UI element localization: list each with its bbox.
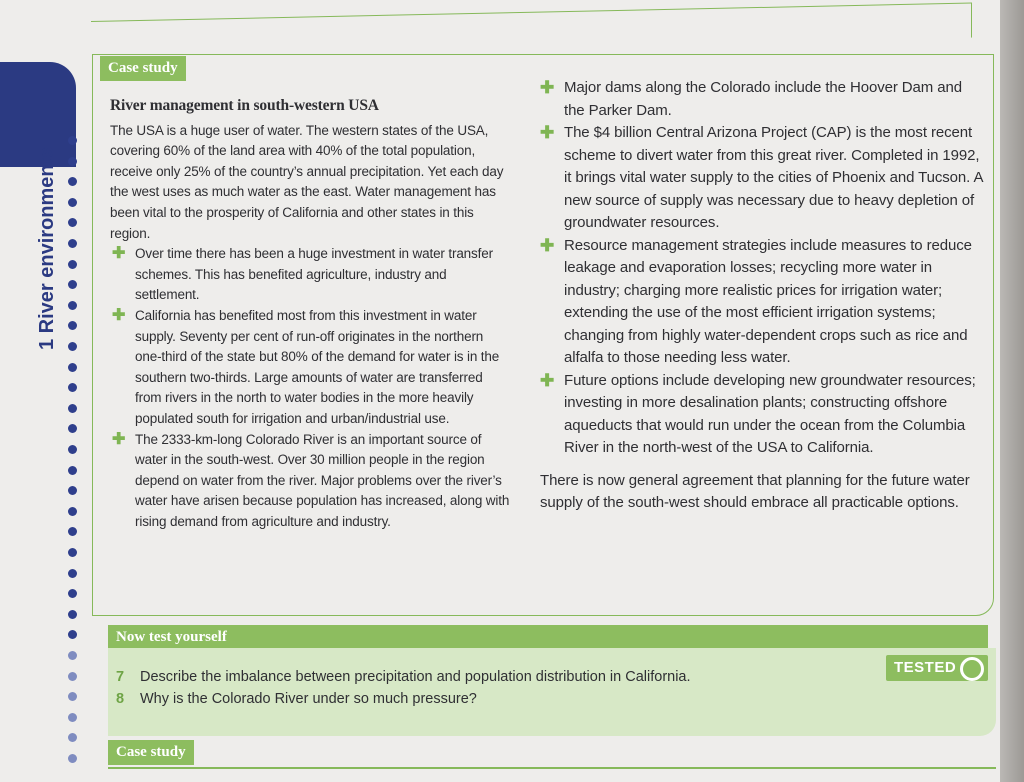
- margin-dots: [68, 136, 82, 776]
- left-column: [110, 96, 510, 532]
- plus-bullet-icon: ✚: [112, 245, 126, 263]
- question-item: [116, 666, 796, 688]
- chapter-title: 1 River environments: [36, 146, 58, 350]
- question-item: [116, 688, 796, 710]
- bullet-text: Major dams along the Colorado include the Hoover Dam and the Parker Dam.: [564, 79, 962, 119]
- margin-dot: [68, 692, 77, 701]
- margin-dot: [68, 507, 77, 516]
- question-text: Describe the imbalance between precipitation and population distribution in California.: [140, 669, 691, 685]
- margin-dot: [68, 569, 77, 578]
- list-item: [540, 122, 985, 235]
- plus-bullet-icon: ✚: [112, 430, 126, 448]
- plus-bullet-icon: ✚: [112, 306, 126, 324]
- margin-dot: [68, 630, 77, 639]
- list-item: [540, 370, 985, 460]
- margin-dot: [68, 383, 77, 392]
- right-bullet-list: [540, 77, 985, 460]
- margin-dot: [68, 733, 77, 742]
- margin-dot: [68, 157, 77, 166]
- margin-dot: [68, 548, 77, 557]
- list-item: [110, 430, 510, 533]
- margin-dot: [68, 486, 77, 495]
- list-item: [110, 244, 510, 306]
- margin-dot: [68, 424, 77, 433]
- margin-dot: [68, 342, 77, 351]
- margin-dot: [68, 610, 77, 619]
- margin-dot: [68, 177, 77, 186]
- case-study-label: Case study: [100, 56, 186, 81]
- tested-badge: TESTED: [886, 655, 988, 681]
- margin-dot: [68, 589, 77, 598]
- margin-dot: [68, 301, 77, 310]
- list-item: [540, 77, 985, 122]
- question-list: [116, 666, 796, 710]
- margin-dot: [68, 672, 77, 681]
- plus-bullet-icon: ✚: [540, 235, 555, 255]
- bullet-text: Future options include developing new groundwater resources; investing in more desalination plants; constructing offshore aqueducts that would run under the ocean from the Columbia River in the north-west of the USA to California.: [564, 371, 976, 456]
- margin-dot: [68, 218, 77, 227]
- margin-dot: [68, 713, 77, 722]
- plus-bullet-icon: ✚: [540, 78, 555, 97]
- margin-dot: [68, 198, 77, 207]
- bullet-text: California has benefited most from this investment in water supply. Seventy per cent of run-off originates in the northern one-third of the state but 80% of the demand for water is in the southern two-thirds. Large amounts of water are transferred from rivers in the north to water bodies in the more heavily populated south for irrigation and urban/industrial use.: [135, 307, 500, 426]
- bullet-text: The $4 billion Central Arizona Project (CAP) is the most recent scheme to divert water from this great river. Completed in 1992, it brings vital water supply to the cities of Phoenix and Tucson. A new source of supply was necessary due to heavy depletion of groundwater resources.: [564, 124, 983, 231]
- list-item: [540, 235, 985, 370]
- plus-bullet-icon: ✚: [540, 370, 555, 390]
- now-test-yourself-label: Now test yourself: [108, 625, 988, 650]
- tested-checkbox[interactable]: [960, 657, 984, 681]
- plus-bullet-icon: ✚: [540, 123, 555, 142]
- margin-dot: [68, 136, 77, 145]
- divider: [108, 767, 996, 769]
- margin-dot: [68, 445, 77, 454]
- margin-dot: [68, 651, 77, 660]
- margin-dot: [68, 754, 77, 763]
- margin-dot: [68, 321, 77, 330]
- bullet-text: Over time there has been a huge investment in water transfer schemes. This has benefited agriculture, industry and settlement.: [135, 246, 493, 303]
- bullet-text: The 2333-km-long Colorado River is an important source of water in the south-west. Over 30 million people in the region depend on water from the river. Major problems over the river’s water have arisen because population has increased, along with rising demand from agriculture and industry.: [135, 431, 510, 529]
- left-bullet-list: [110, 244, 510, 532]
- margin-dot: [68, 527, 77, 536]
- margin-dot: [68, 280, 77, 289]
- question-number: 8: [116, 691, 125, 707]
- margin-dot: [68, 363, 77, 372]
- intro-paragraph: The USA is a huge user of water. The western states of the USA, covering 60% of the land area with 40% of the total population, receive only 25% of the country’s annual precipitation. Yet each day the west uses as much water as the east. Water management has been vital to the prosperity of California and other states in this region.: [110, 122, 504, 241]
- right-column: [540, 77, 985, 515]
- margin-dot: [68, 260, 77, 269]
- margin-dot: [68, 466, 77, 475]
- closing-paragraph: There is now general agreement that planning for the future water supply of the south-west should embrace all practicable options.: [540, 471, 970, 511]
- bullet-text: Resource management strategies include measures to reduce leakage and evaporation losses; recycling more water in industry; charging more realistic prices for irrigation water; extending the use of the most efficient irrigation systems; changing from highly water-dependent crops such as rice and alfalfa to those needing less water.: [564, 236, 972, 366]
- margin-dot: [68, 239, 77, 248]
- case-study-heading: River management in south-western USA: [110, 97, 379, 114]
- list-item: [110, 306, 510, 430]
- question-text: Why is the Colorado River under so much pressure?: [140, 691, 477, 707]
- margin-dot: [68, 404, 77, 413]
- question-number: 7: [116, 669, 125, 685]
- next-case-study-label: Case study: [108, 740, 194, 765]
